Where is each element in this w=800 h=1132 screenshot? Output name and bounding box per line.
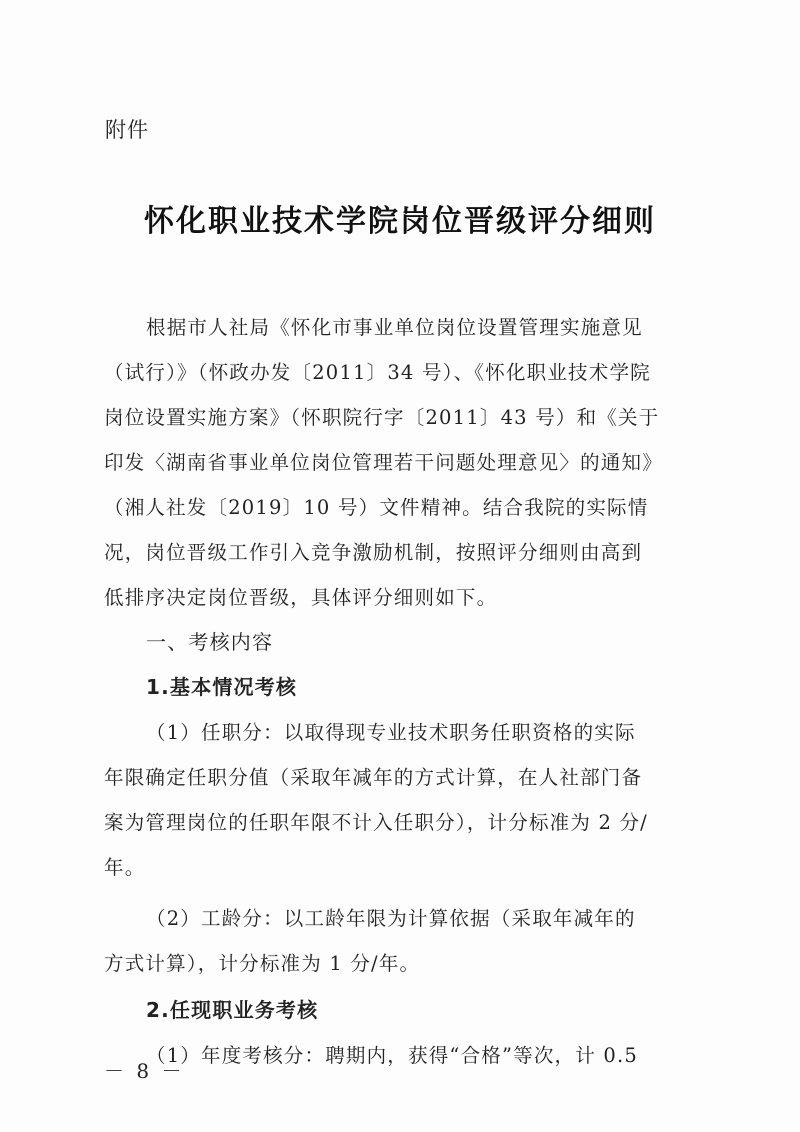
- intro-line: （试行）》（怀政办发〔2011〕34 号）、《怀化职业技术学院: [104, 361, 651, 384]
- subsection-heading: 1.基本情况考核: [146, 675, 298, 699]
- intro-line: 根据市人社局《怀化市事业单位岗位设置管理实施意见: [146, 316, 643, 339]
- page-number: － 8 －: [104, 1059, 185, 1083]
- subsection-heading: 2.任现职业务考核: [146, 998, 319, 1022]
- item-line: 年限确定任职分值（采取年减年的方式计算，在人社部门备: [104, 766, 643, 789]
- item-line: 案为管理岗位的任职年限不计入任职分），计分标准为 2 分/: [104, 811, 648, 834]
- intro-line: 况，岗位晋级工作引入竞争激励机制，按照评分细则由高到: [104, 541, 643, 564]
- section-heading: 一、考核内容: [146, 630, 274, 654]
- item-line: （1）年度考核分：聘期内，获得“合格”等次，计 0.5: [146, 1044, 638, 1067]
- document-body: [104, 305, 704, 1078]
- intro-line: 低排序决定岗位晋级，具体评分细则如下。: [104, 586, 498, 609]
- document-title: 怀化职业技术学院岗位晋级评分细则: [144, 204, 656, 239]
- intro-line: 印发〈湖南省事业单位岗位管理若干问题处理意见〉的通知》: [104, 451, 663, 474]
- item-line: 年。: [104, 856, 146, 879]
- attachment-label: 附件: [105, 118, 149, 142]
- item-line: （2）工龄分：以工龄年限为计算依据（采取年减年的: [146, 907, 636, 930]
- item-line: （1）任职分：以取得现专业技术职务任职资格的实际: [146, 721, 636, 744]
- item-line: 方式计算），计分标准为 1 分/年。: [104, 952, 421, 975]
- intro-line: 岗位设置实施方案》（怀职院行字〔2011〕43 号）和《关于: [104, 406, 660, 429]
- intro-line: （湘人社发〔2019〕10 号）文件精神。结合我院的实际情: [104, 496, 649, 519]
